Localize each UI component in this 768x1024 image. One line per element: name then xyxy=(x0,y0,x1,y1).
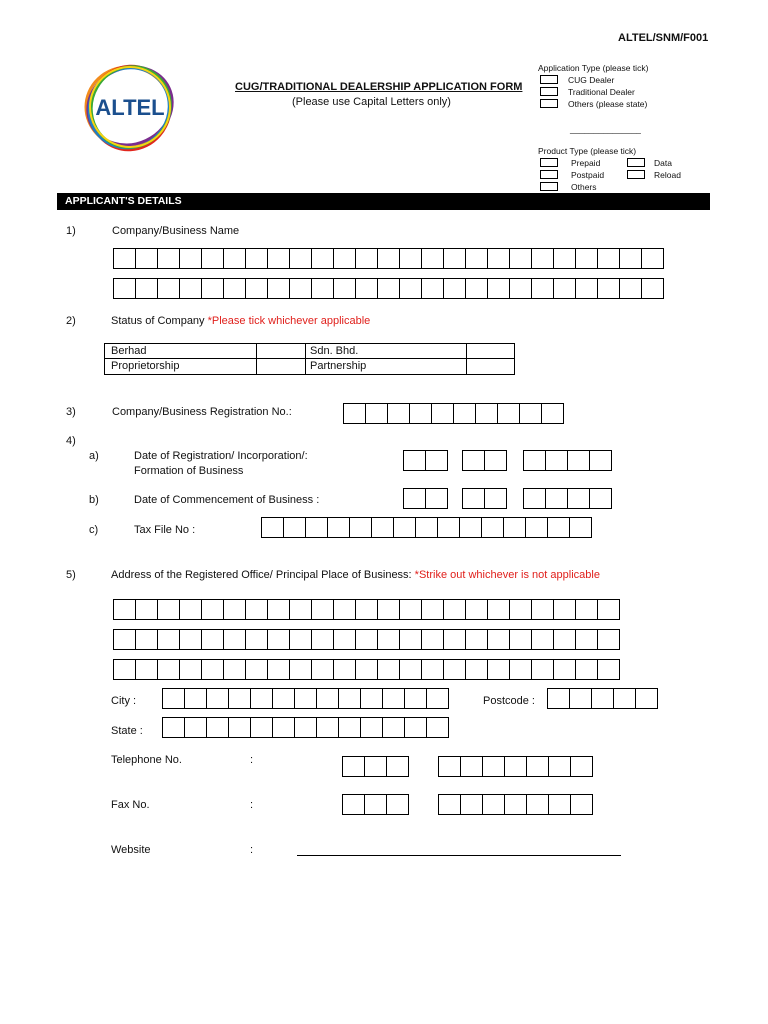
char-cell[interactable] xyxy=(157,278,180,299)
char-cell[interactable] xyxy=(364,756,387,777)
char-cell[interactable] xyxy=(553,629,576,650)
char-cell[interactable] xyxy=(179,629,202,650)
char-cell[interactable] xyxy=(525,517,548,538)
commence-date-year[interactable] xyxy=(523,488,612,509)
char-cell[interactable] xyxy=(567,488,590,509)
char-cell[interactable] xyxy=(179,659,202,680)
q5-label-text: Address of the Registered Office/ Principal Place of Business: xyxy=(111,569,415,581)
char-cell[interactable] xyxy=(333,629,356,650)
char-cell[interactable] xyxy=(547,517,570,538)
traditional-dealer-checkbox[interactable] xyxy=(540,87,558,96)
reload-checkbox[interactable] xyxy=(627,170,645,179)
char-cell[interactable] xyxy=(342,756,365,777)
prepaid-checkbox[interactable] xyxy=(540,158,558,167)
company-name-row2[interactable] xyxy=(113,278,664,299)
char-cell[interactable] xyxy=(343,403,366,424)
char-cell[interactable] xyxy=(438,794,461,815)
char-cell[interactable] xyxy=(184,688,207,709)
website-input-line[interactable] xyxy=(297,855,621,856)
char-cell[interactable] xyxy=(289,248,312,269)
q2-label-text: Status of Company xyxy=(111,315,208,327)
char-cell[interactable] xyxy=(453,403,476,424)
char-cell[interactable] xyxy=(553,599,576,620)
char-cell[interactable] xyxy=(364,794,387,815)
char-cell[interactable] xyxy=(267,278,290,299)
char-cell[interactable] xyxy=(184,717,207,738)
char-cell[interactable] xyxy=(135,659,158,680)
char-cell[interactable] xyxy=(487,599,510,620)
char-cell[interactable] xyxy=(484,488,507,509)
char-cell[interactable] xyxy=(553,278,576,299)
char-cell[interactable] xyxy=(355,278,378,299)
char-cell[interactable] xyxy=(338,717,361,738)
char-cell[interactable] xyxy=(503,517,526,538)
char-cell[interactable] xyxy=(157,599,180,620)
cug-dealer-checkbox[interactable] xyxy=(540,75,558,84)
postpaid-checkbox[interactable] xyxy=(540,170,558,179)
char-cell[interactable] xyxy=(267,599,290,620)
char-cell[interactable] xyxy=(526,794,549,815)
char-cell[interactable] xyxy=(548,756,571,777)
char-cell[interactable] xyxy=(311,599,334,620)
others-state-blank[interactable]: _______________ xyxy=(570,124,641,134)
char-cell[interactable] xyxy=(338,688,361,709)
char-cell[interactable] xyxy=(443,659,466,680)
char-cell[interactable] xyxy=(421,599,444,620)
char-cell[interactable] xyxy=(575,248,598,269)
telephone-label: Telephone No. xyxy=(111,754,182,766)
address-row2[interactable] xyxy=(113,629,620,650)
char-cell[interactable] xyxy=(509,248,532,269)
char-cell[interactable] xyxy=(531,248,554,269)
q3-number: 3) xyxy=(66,406,76,418)
tax-file-grid[interactable] xyxy=(261,517,592,538)
char-cell[interactable] xyxy=(311,248,334,269)
char-cell[interactable] xyxy=(504,794,527,815)
char-cell[interactable] xyxy=(179,248,202,269)
char-cell[interactable] xyxy=(484,450,507,471)
q2-label xyxy=(111,316,370,327)
char-cell[interactable] xyxy=(135,629,158,650)
commence-date-month[interactable] xyxy=(462,488,507,509)
char-cell[interactable] xyxy=(223,599,246,620)
char-cell[interactable] xyxy=(333,248,356,269)
char-cell[interactable] xyxy=(403,488,426,509)
char-cell[interactable] xyxy=(431,403,454,424)
city-label: City : xyxy=(111,695,137,707)
char-cell[interactable] xyxy=(553,248,576,269)
char-cell[interactable] xyxy=(409,403,432,424)
char-cell[interactable] xyxy=(531,629,554,650)
q5-number: 5) xyxy=(66,569,76,581)
char-cell[interactable] xyxy=(497,403,520,424)
char-cell[interactable] xyxy=(404,688,427,709)
char-cell[interactable] xyxy=(113,278,136,299)
char-cell[interactable] xyxy=(438,756,461,777)
char-cell[interactable] xyxy=(393,517,416,538)
status-table xyxy=(104,343,515,375)
char-cell[interactable] xyxy=(135,599,158,620)
char-cell[interactable] xyxy=(460,756,483,777)
fax-prefix-grid[interactable] xyxy=(342,794,409,815)
char-cell[interactable] xyxy=(162,717,185,738)
char-cell[interactable] xyxy=(569,688,592,709)
char-cell[interactable] xyxy=(179,278,202,299)
char-cell[interactable] xyxy=(135,278,158,299)
char-cell[interactable] xyxy=(399,278,422,299)
char-cell[interactable] xyxy=(201,599,224,620)
reg-date-month[interactable] xyxy=(462,450,507,471)
char-cell[interactable] xyxy=(547,688,570,709)
char-cell[interactable] xyxy=(570,756,593,777)
char-cell[interactable] xyxy=(267,659,290,680)
product-type-heading: Product Type (please tick) xyxy=(538,146,637,156)
char-cell[interactable] xyxy=(613,688,636,709)
char-cell[interactable] xyxy=(415,517,438,538)
char-cell[interactable] xyxy=(635,688,658,709)
char-cell[interactable] xyxy=(267,248,290,269)
city-grid[interactable] xyxy=(162,688,449,709)
fax-colon: : xyxy=(250,799,254,811)
char-cell[interactable] xyxy=(294,688,317,709)
char-cell[interactable] xyxy=(425,450,448,471)
char-cell[interactable] xyxy=(377,278,400,299)
char-cell[interactable] xyxy=(619,248,642,269)
char-cell[interactable] xyxy=(245,599,268,620)
char-cell[interactable] xyxy=(157,659,180,680)
char-cell[interactable] xyxy=(157,248,180,269)
reg-date-year[interactable] xyxy=(523,450,612,471)
char-cell[interactable] xyxy=(223,278,246,299)
reload-label: Reload xyxy=(654,170,681,180)
char-cell[interactable] xyxy=(311,278,334,299)
commence-date-day[interactable] xyxy=(403,488,448,509)
char-cell[interactable] xyxy=(597,599,620,620)
char-cell[interactable] xyxy=(575,629,598,650)
char-cell[interactable] xyxy=(289,278,312,299)
char-cell[interactable] xyxy=(509,629,532,650)
q4c-letter: c) xyxy=(89,524,99,536)
q4-number: 4) xyxy=(66,435,76,447)
others-app-checkbox[interactable] xyxy=(540,99,558,108)
char-cell[interactable] xyxy=(113,659,136,680)
char-cell[interactable] xyxy=(526,756,549,777)
char-cell[interactable] xyxy=(162,688,185,709)
fax-number-grid[interactable] xyxy=(438,794,593,815)
char-cell[interactable] xyxy=(355,629,378,650)
postcode-grid[interactable] xyxy=(547,688,658,709)
char-cell[interactable] xyxy=(541,403,564,424)
char-cell[interactable] xyxy=(570,794,593,815)
q1-label: Company/Business Name xyxy=(112,225,240,237)
char-cell[interactable] xyxy=(201,629,224,650)
char-cell[interactable] xyxy=(272,717,295,738)
q1-number: 1) xyxy=(66,225,76,237)
q5-label xyxy=(111,570,600,581)
char-cell[interactable] xyxy=(245,278,268,299)
char-cell[interactable] xyxy=(465,278,488,299)
company-name-row1[interactable] xyxy=(113,248,664,269)
char-cell[interactable] xyxy=(399,629,422,650)
char-cell[interactable] xyxy=(316,717,339,738)
section-header xyxy=(57,193,710,210)
state-label: State : xyxy=(111,725,143,737)
others-app-label: Others (please state) xyxy=(568,99,648,109)
telephone-colon: : xyxy=(250,754,254,766)
char-cell[interactable] xyxy=(421,629,444,650)
char-cell[interactable] xyxy=(531,278,554,299)
q4c-label: Tax File No : xyxy=(134,524,196,536)
char-cell[interactable] xyxy=(261,517,284,538)
address-row1[interactable] xyxy=(113,599,620,620)
char-cell[interactable] xyxy=(443,278,466,299)
char-cell[interactable] xyxy=(459,517,482,538)
char-cell[interactable] xyxy=(289,599,312,620)
char-cell[interactable] xyxy=(509,278,532,299)
char-cell[interactable] xyxy=(157,629,180,650)
telephone-number-grid[interactable] xyxy=(438,756,593,777)
char-cell[interactable] xyxy=(201,659,224,680)
char-cell[interactable] xyxy=(531,659,554,680)
char-cell[interactable] xyxy=(135,248,158,269)
char-cell[interactable] xyxy=(575,278,598,299)
char-cell[interactable] xyxy=(403,450,426,471)
char-cell[interactable] xyxy=(462,488,485,509)
website-colon: : xyxy=(250,844,254,856)
char-cell[interactable] xyxy=(228,717,251,738)
char-cell[interactable] xyxy=(342,794,365,815)
char-cell[interactable] xyxy=(443,629,466,650)
char-cell[interactable] xyxy=(272,688,295,709)
char-cell[interactable] xyxy=(462,450,485,471)
char-cell[interactable] xyxy=(589,488,612,509)
char-cell[interactable] xyxy=(509,659,532,680)
char-cell[interactable] xyxy=(399,248,422,269)
traditional-dealer-label: Traditional Dealer xyxy=(568,87,635,97)
char-cell[interactable] xyxy=(404,717,427,738)
cug-dealer-label: CUG Dealer xyxy=(568,75,615,85)
postcode-label: Postcode : xyxy=(483,695,535,707)
char-cell[interactable] xyxy=(641,248,664,269)
char-cell[interactable] xyxy=(597,278,620,299)
data-checkbox[interactable] xyxy=(627,158,645,167)
char-cell[interactable] xyxy=(437,517,460,538)
partnership-label: Partnership xyxy=(310,360,367,372)
char-cell[interactable] xyxy=(311,629,334,650)
char-cell[interactable] xyxy=(377,599,400,620)
char-cell[interactable] xyxy=(377,629,400,650)
char-cell[interactable] xyxy=(355,248,378,269)
char-cell[interactable] xyxy=(113,248,136,269)
char-cell[interactable] xyxy=(250,688,273,709)
char-cell[interactable] xyxy=(382,688,405,709)
postpaid-label: Postpaid xyxy=(571,170,605,180)
fax-label: Fax No. xyxy=(111,799,150,811)
char-cell[interactable] xyxy=(360,717,383,738)
char-cell[interactable] xyxy=(283,517,306,538)
char-cell[interactable] xyxy=(465,248,488,269)
char-cell[interactable] xyxy=(575,599,598,620)
char-cell[interactable] xyxy=(387,403,410,424)
char-cell[interactable] xyxy=(245,248,268,269)
char-cell[interactable] xyxy=(443,599,466,620)
form-code: ALTEL/SNM/F001 xyxy=(618,32,709,44)
char-cell[interactable] xyxy=(487,278,510,299)
char-cell[interactable] xyxy=(523,488,546,509)
form-subtitle: (Please use Capital Letters only) xyxy=(292,96,451,108)
sdn-bhd-label: Sdn. Bhd. xyxy=(310,345,359,357)
char-cell[interactable] xyxy=(289,629,312,650)
altel-logo xyxy=(80,60,180,155)
char-cell[interactable] xyxy=(482,756,505,777)
char-cell[interactable] xyxy=(316,688,339,709)
char-cell[interactable] xyxy=(465,629,488,650)
char-cell[interactable] xyxy=(487,659,510,680)
char-cell[interactable] xyxy=(465,599,488,620)
berhad-label: Berhad xyxy=(111,345,147,357)
char-cell[interactable] xyxy=(245,659,268,680)
char-cell[interactable] xyxy=(201,278,224,299)
char-cell[interactable] xyxy=(567,450,590,471)
char-cell[interactable] xyxy=(545,450,568,471)
char-cell[interactable] xyxy=(386,794,409,815)
char-cell[interactable] xyxy=(113,599,136,620)
char-cell[interactable] xyxy=(333,599,356,620)
application-type-heading: Application Type (please tick) xyxy=(538,63,649,73)
char-cell[interactable] xyxy=(355,659,378,680)
char-cell[interactable] xyxy=(531,599,554,620)
q3-label: Company/Business Registration No.: xyxy=(112,406,292,418)
char-cell[interactable] xyxy=(421,659,444,680)
char-cell[interactable] xyxy=(591,688,614,709)
q4b-label: Date of Commencement of Business : xyxy=(134,494,320,506)
char-cell[interactable] xyxy=(333,278,356,299)
q2-note: *Please tick whichever applicable xyxy=(207,315,371,327)
char-cell[interactable] xyxy=(399,659,422,680)
char-cell[interactable] xyxy=(294,717,317,738)
char-cell[interactable] xyxy=(355,599,378,620)
char-cell[interactable] xyxy=(311,659,334,680)
reg-date-day[interactable] xyxy=(403,450,448,471)
char-cell[interactable] xyxy=(523,450,546,471)
char-cell[interactable] xyxy=(365,403,388,424)
char-cell[interactable] xyxy=(327,517,350,538)
char-cell[interactable] xyxy=(597,659,620,680)
char-cell[interactable] xyxy=(504,756,527,777)
others-product-label: Others xyxy=(571,182,597,192)
char-cell[interactable] xyxy=(548,794,571,815)
char-cell[interactable] xyxy=(206,717,229,738)
state-grid[interactable] xyxy=(162,717,449,738)
char-cell[interactable] xyxy=(382,717,405,738)
telephone-prefix-grid[interactable] xyxy=(342,756,409,777)
q2-number: 2) xyxy=(66,315,76,327)
char-cell[interactable] xyxy=(569,517,592,538)
section-header-text: APPLICANT'S DETAILS xyxy=(65,195,182,207)
char-cell[interactable] xyxy=(487,629,510,650)
char-cell[interactable] xyxy=(519,403,542,424)
char-cell[interactable] xyxy=(426,717,449,738)
logo-text: ALTEL xyxy=(95,95,165,120)
char-cell[interactable] xyxy=(481,517,504,538)
char-cell[interactable] xyxy=(597,629,620,650)
char-cell[interactable] xyxy=(553,659,576,680)
char-cell[interactable] xyxy=(641,278,664,299)
char-cell[interactable] xyxy=(487,248,510,269)
q4a-letter: a) xyxy=(89,450,99,462)
char-cell[interactable] xyxy=(113,629,136,650)
char-cell[interactable] xyxy=(443,248,466,269)
char-cell[interactable] xyxy=(589,450,612,471)
q4a-label-line1: Date of Registration/ Incorporation/: xyxy=(134,450,308,462)
form-title: CUG/TRADITIONAL DEALERSHIP APPLICATION FORM xyxy=(235,81,523,93)
char-cell[interactable] xyxy=(619,278,642,299)
char-cell[interactable] xyxy=(333,659,356,680)
char-cell[interactable] xyxy=(371,517,394,538)
char-cell[interactable] xyxy=(228,688,251,709)
char-cell[interactable] xyxy=(386,756,409,777)
char-cell[interactable] xyxy=(201,248,224,269)
char-cell[interactable] xyxy=(425,488,448,509)
q4b-letter: b) xyxy=(89,494,99,506)
char-cell[interactable] xyxy=(223,248,246,269)
proprietorship-label: Proprietorship xyxy=(111,360,180,372)
char-cell[interactable] xyxy=(597,248,620,269)
char-cell[interactable] xyxy=(575,659,598,680)
data-label: Data xyxy=(654,158,672,168)
registration-no-grid[interactable] xyxy=(343,403,564,424)
char-cell[interactable] xyxy=(460,794,483,815)
others-product-checkbox[interactable] xyxy=(540,182,558,191)
char-cell[interactable] xyxy=(245,629,268,650)
char-cell[interactable] xyxy=(399,599,422,620)
website-label: Website xyxy=(111,844,151,856)
char-cell[interactable] xyxy=(179,599,202,620)
char-cell[interactable] xyxy=(465,659,488,680)
char-cell[interactable] xyxy=(223,659,246,680)
char-cell[interactable] xyxy=(289,659,312,680)
char-cell[interactable] xyxy=(482,794,505,815)
char-cell[interactable] xyxy=(267,629,290,650)
char-cell[interactable] xyxy=(349,517,372,538)
char-cell[interactable] xyxy=(545,488,568,509)
char-cell[interactable] xyxy=(377,659,400,680)
char-cell[interactable] xyxy=(377,248,400,269)
char-cell[interactable] xyxy=(509,599,532,620)
char-cell[interactable] xyxy=(421,248,444,269)
q5-note: *Strike out whichever is not applicable xyxy=(414,569,600,581)
char-cell[interactable] xyxy=(305,517,328,538)
char-cell[interactable] xyxy=(250,717,273,738)
address-row3[interactable] xyxy=(113,659,620,680)
char-cell[interactable] xyxy=(206,688,229,709)
char-cell[interactable] xyxy=(223,629,246,650)
char-cell[interactable] xyxy=(475,403,498,424)
char-cell[interactable] xyxy=(360,688,383,709)
q4a-label-line2: Formation of Business xyxy=(134,465,244,477)
char-cell[interactable] xyxy=(421,278,444,299)
prepaid-label: Prepaid xyxy=(571,158,601,168)
char-cell[interactable] xyxy=(426,688,449,709)
